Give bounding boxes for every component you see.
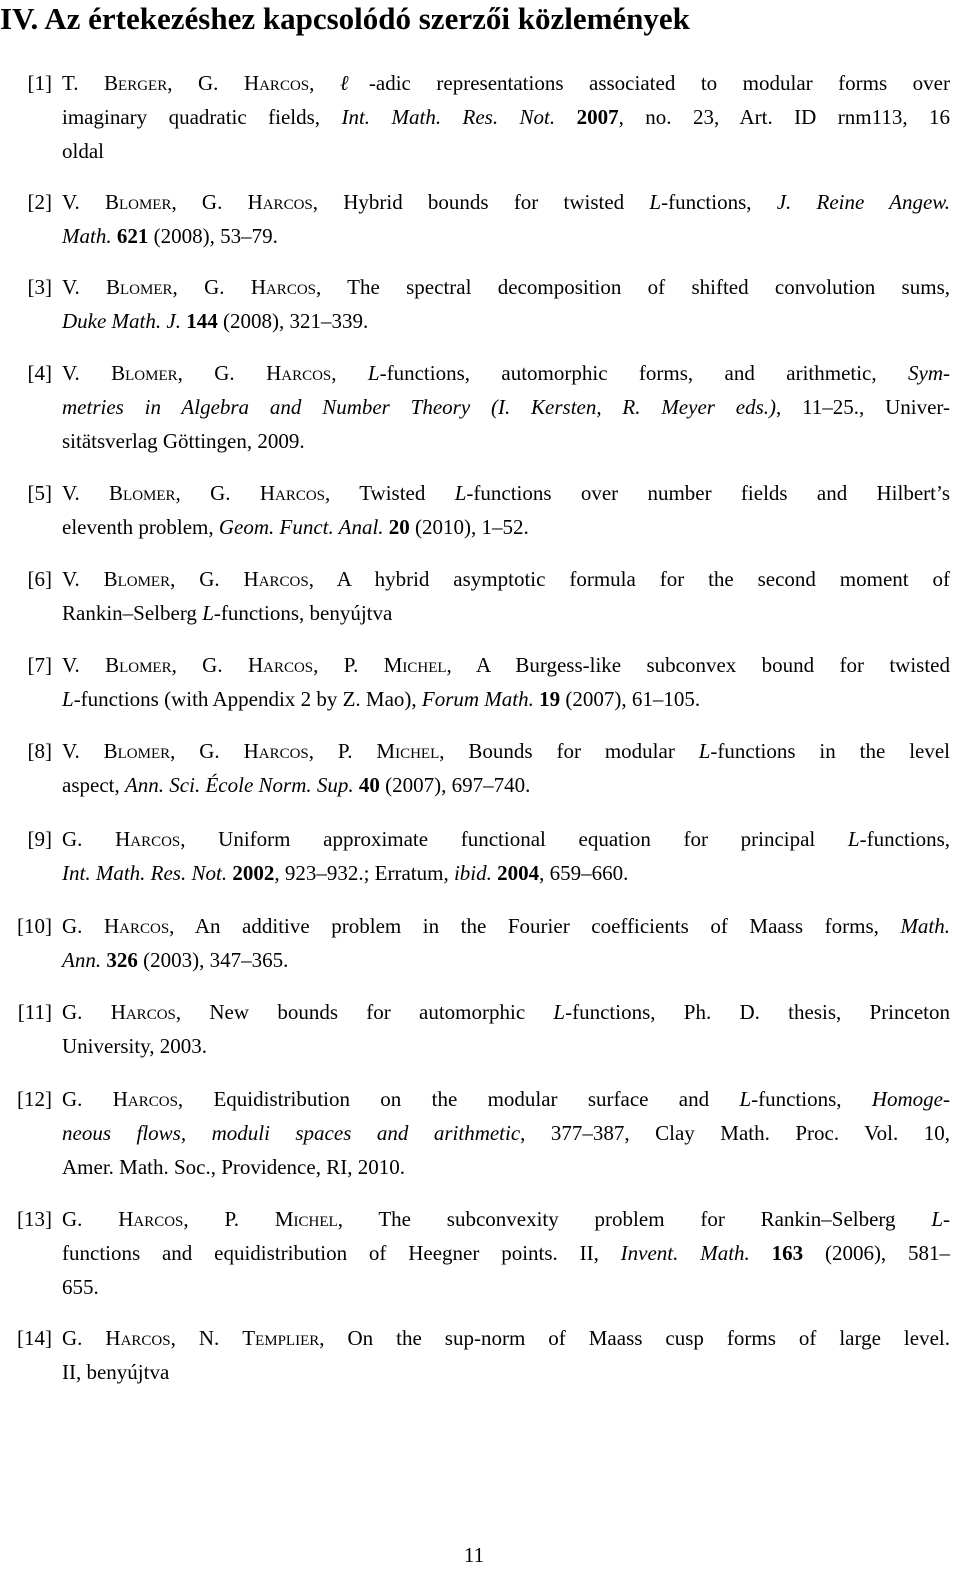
text-segment: , Bounds for modular	[439, 739, 699, 763]
reference-text	[62, 1202, 950, 1304]
text-segment: functions and equidistribution of Heegner points. II,	[62, 1241, 621, 1265]
text-segment: (2007), 61–105.	[560, 687, 701, 711]
page-number: 11	[463, 1543, 485, 1567]
text-segment: Blomer	[103, 739, 171, 763]
text-segment: Int. Math. Res. Not.	[62, 861, 228, 885]
text-segment: Blomer	[109, 481, 176, 505]
text-segment: L	[553, 1000, 566, 1024]
text-segment: Ann.	[62, 948, 102, 972]
reference-text	[62, 1082, 950, 1184]
text-segment: , Hybrid bounds for twisted	[312, 190, 650, 214]
text-segment: ibid.	[453, 861, 492, 885]
text-segment: Blomer	[111, 361, 178, 385]
reference-number: [6]	[27, 567, 52, 591]
text-segment: V.	[62, 481, 110, 505]
text-segment: Michel	[376, 739, 440, 763]
text-segment: ,	[331, 361, 368, 385]
text-segment: , G.	[177, 361, 267, 385]
text-segment: Harcos	[105, 1326, 171, 1350]
text-segment: , P.	[308, 739, 377, 763]
text-segment: V.	[62, 190, 105, 214]
text-segment: Harcos	[118, 1207, 184, 1231]
text-segment: sitätsverlag Göttingen, 2009.	[62, 429, 305, 453]
reference-line	[62, 219, 950, 253]
reference-line	[62, 822, 950, 856]
reference-line	[62, 66, 950, 100]
text-segment: L	[931, 1207, 944, 1231]
text-segment: ,	[309, 71, 340, 95]
reference-line	[62, 424, 950, 458]
text-segment: Harcos	[243, 739, 309, 763]
text-segment: -	[943, 1207, 951, 1231]
text-segment: Harcos	[115, 827, 181, 851]
text-segment: , On the sup-norm of Maass cusp forms of large level.	[319, 1326, 950, 1350]
reference-line	[62, 734, 950, 768]
text-segment: Blomer	[103, 567, 171, 591]
text-segment: V.	[62, 275, 107, 299]
reference-text	[62, 270, 950, 338]
text-segment: V.	[62, 567, 104, 591]
reference-text	[62, 185, 950, 253]
reference-number: [9]	[27, 827, 52, 851]
text-segment: (2010), 1–52.	[409, 515, 529, 539]
text-segment: , N.	[170, 1326, 243, 1350]
reference-line	[62, 1202, 950, 1236]
text-segment: , An additive problem in the Fourier coefficients of Maass forms,	[169, 914, 901, 938]
text-segment: 144	[186, 309, 218, 333]
text-segment: L	[454, 481, 467, 505]
reference-line	[62, 1029, 950, 1063]
text-segment: L	[739, 1087, 752, 1111]
text-segment: (2008), 321–339.	[217, 309, 369, 333]
text-segment: Blomer	[105, 653, 172, 677]
reference-line	[62, 304, 950, 338]
text-segment: L	[202, 601, 214, 625]
reference-number: [5]	[27, 481, 52, 505]
reference-line	[62, 390, 950, 424]
text-segment: , no. 23, Art. ID rnm113, 16	[618, 105, 951, 129]
text-segment: , A Burgess-like subconvex bound for twisted	[446, 653, 950, 677]
text-segment: Berger	[104, 71, 168, 95]
text-segment: 20	[388, 515, 410, 539]
text-segment: , G.	[172, 275, 251, 299]
text-segment: -adic representations associated to modular forms over	[368, 71, 950, 95]
text-segment: , G.	[175, 481, 260, 505]
reference-line	[62, 134, 950, 168]
text-segment: , G.	[167, 71, 244, 95]
text-segment: Amer. Math. Soc., Providence, RI, 2010.	[62, 1155, 405, 1179]
reference-line	[62, 1321, 950, 1355]
text-segment: -functions, Ph. D. thesis, Princeton	[565, 1000, 950, 1024]
text-segment: Invent. Math.	[620, 1241, 750, 1265]
reference-line	[62, 596, 950, 630]
text-segment: G.	[62, 1087, 113, 1111]
text-segment: G.	[62, 827, 116, 851]
text-segment: G.	[62, 914, 104, 938]
text-segment: Harcos	[110, 1000, 176, 1024]
reference-number: [13]	[17, 1207, 52, 1231]
reference-line	[62, 1236, 950, 1270]
text-segment: , G.	[170, 739, 244, 763]
reference-line	[62, 356, 950, 390]
reference-number: [1]	[27, 71, 52, 95]
reference-line	[62, 510, 950, 544]
text-segment: Math.	[62, 224, 112, 248]
reference-text	[62, 909, 950, 977]
text-segment: Homoge-	[871, 1087, 950, 1111]
reference-number: [8]	[27, 739, 52, 763]
reference-text	[62, 648, 950, 716]
text-segment: Harcos	[243, 71, 310, 95]
text-segment: 326	[106, 948, 138, 972]
reference-line	[62, 856, 950, 890]
reference-line	[62, 768, 950, 802]
text-segment: L	[698, 739, 711, 763]
text-segment: Forum Math.	[421, 687, 534, 711]
text-segment: G.	[62, 1207, 119, 1231]
text-segment: , P.	[183, 1207, 275, 1231]
text-segment: Sym-	[908, 361, 951, 385]
text-segment: Harcos	[250, 275, 316, 299]
text-segment: 2002	[232, 861, 275, 885]
text-segment: 19	[539, 687, 561, 711]
text-segment: eleventh problem,	[62, 515, 219, 539]
text-segment: neous flows, moduli spaces and arithmetic	[62, 1121, 521, 1145]
text-segment: , G.	[171, 653, 248, 677]
text-segment: (2007), 697–740.	[379, 773, 531, 797]
reference-line	[62, 995, 950, 1029]
text-segment: (2008), 53–79.	[148, 224, 278, 248]
text-segment: II, benyújtva	[62, 1360, 170, 1384]
reference-text	[62, 822, 950, 890]
text-segment: , The subconvexity problem for Rankin–Selberg	[337, 1207, 932, 1231]
reference-text	[62, 1321, 950, 1389]
text-segment: 40	[358, 773, 380, 797]
text-segment	[555, 105, 576, 129]
text-segment: Harcos	[259, 481, 326, 505]
text-segment: , Uniform approximate functional equation for principal	[180, 827, 848, 851]
reference-text	[62, 66, 950, 168]
reference-line	[62, 909, 950, 943]
reference-line	[62, 270, 950, 304]
reference-line	[62, 1150, 950, 1184]
text-segment: Blomer	[106, 275, 173, 299]
text-segment: Harcos	[266, 361, 332, 385]
text-segment: L	[847, 827, 860, 851]
reference-text	[62, 995, 950, 1063]
text-segment: , G.	[171, 190, 248, 214]
reference-number: [4]	[27, 361, 52, 385]
text-segment: oldal	[62, 139, 104, 163]
text-segment: Math.	[900, 914, 951, 938]
text-segment: Int. Math. Res. Not.	[341, 105, 556, 129]
text-segment: Harcos	[243, 567, 309, 591]
text-segment	[750, 1241, 772, 1265]
reference-line	[62, 185, 950, 219]
text-segment: Rankin–Selberg	[62, 601, 203, 625]
text-segment: -functions, benyújtva	[213, 601, 393, 625]
text-segment: , 659–660.	[539, 861, 629, 885]
text-segment: G.	[62, 1326, 106, 1350]
reference-number: [11]	[17, 1000, 52, 1024]
reference-line	[62, 1116, 950, 1150]
text-segment: (2003), 347–365.	[137, 948, 289, 972]
text-segment: ℓ	[339, 71, 369, 95]
text-segment: , The spectral decomposition of shifted convolution sums,	[316, 275, 950, 299]
text-segment: , 923–932.; Erratum,	[274, 861, 454, 885]
text-segment: Michel	[274, 1207, 338, 1231]
reference-line	[62, 1082, 950, 1116]
text-segment: 2004	[497, 861, 540, 885]
text-segment: V.	[62, 653, 106, 677]
text-segment: -functions in the level	[710, 739, 951, 763]
reference-line	[62, 648, 950, 682]
text-segment: -functions over number fields and Hilbert’s	[466, 481, 951, 505]
text-segment: metries in Algebra and Number Theory (I. Kersten, R. Meyer eds.)	[62, 395, 776, 419]
text-segment: , Twisted	[325, 481, 455, 505]
text-segment: Harcos	[103, 914, 170, 938]
text-segment: -functions,	[859, 827, 951, 851]
reference-line	[62, 476, 950, 510]
text-segment: -functions (with Appendix 2 by Z. Mao),	[73, 687, 422, 711]
text-segment: 163	[771, 1241, 804, 1265]
text-segment: aspect,	[62, 773, 125, 797]
reference-number: [7]	[27, 653, 52, 677]
text-segment: , 11–25., Univer-	[776, 395, 950, 419]
text-segment: Ann. Sci. École Norm. Sup.	[124, 773, 354, 797]
text-segment: , Equidistribution on the modular surface and	[177, 1087, 740, 1111]
text-segment: L	[649, 190, 662, 214]
text-segment: V.	[62, 361, 112, 385]
text-segment: -functions,	[751, 1087, 872, 1111]
reference-line	[62, 1270, 950, 1304]
text-segment: University, 2003.	[62, 1034, 208, 1058]
reference-line	[62, 1355, 950, 1389]
text-segment: L	[62, 687, 74, 711]
text-segment: , P.	[313, 653, 384, 677]
text-segment: , A hybrid asymptotic formula for the second moment of	[308, 567, 950, 591]
reference-text	[62, 476, 950, 544]
text-segment: -functions, automorphic forms, and arithmetic,	[379, 361, 909, 385]
section-title: IV. Az értekezéshez kapcsolódó szerzői közlemények	[0, 1, 690, 36]
reference-line	[62, 682, 950, 716]
text-segment: (2006), 581–	[803, 1241, 951, 1265]
text-segment: Duke Math. J.	[62, 309, 181, 333]
text-segment: Michel	[383, 653, 447, 677]
reference-text	[62, 734, 950, 802]
text-segment: Harcos	[247, 190, 313, 214]
text-segment: , New bounds for automorphic	[175, 1000, 554, 1024]
text-segment: -functions,	[661, 190, 777, 214]
text-segment: 621	[116, 224, 149, 248]
reference-line	[62, 943, 950, 977]
text-segment: , G.	[170, 567, 244, 591]
text-segment: T.	[62, 71, 105, 95]
reference-line	[62, 562, 950, 596]
text-segment: G.	[62, 1000, 111, 1024]
text-segment: L	[367, 361, 380, 385]
text-segment: imaginary quadratic fields,	[62, 105, 342, 129]
text-segment: J. Reine Angew.	[776, 190, 950, 214]
text-segment: Harcos	[247, 653, 314, 677]
text-segment: V.	[62, 739, 104, 763]
reference-number: [10]	[17, 914, 52, 938]
text-segment: Geom. Funct. Anal.	[218, 515, 384, 539]
reference-number: [12]	[17, 1087, 52, 1111]
text-segment: Templier	[242, 1326, 320, 1350]
text-segment: Harcos	[112, 1087, 178, 1111]
text-segment: 2007	[576, 105, 619, 129]
reference-number: [3]	[27, 275, 52, 299]
text-segment: Blomer	[104, 190, 172, 214]
text-segment: , 377–387, Clay Math. Proc. Vol. 10,	[520, 1121, 950, 1145]
reference-number: [14]	[17, 1326, 52, 1350]
reference-line	[62, 100, 950, 134]
reference-number: [2]	[27, 190, 52, 214]
reference-text	[62, 356, 950, 458]
text-segment: 655.	[62, 1275, 99, 1299]
reference-text	[62, 562, 950, 630]
